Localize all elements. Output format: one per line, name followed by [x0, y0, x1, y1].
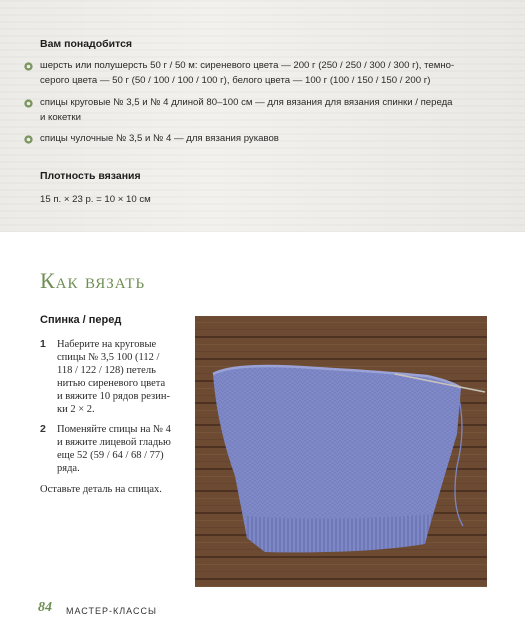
step-line: ки 2 × 2.: [57, 404, 95, 415]
page-number: 84: [38, 600, 52, 615]
step-line: еще 52 (59 / 64 / 68 / 77): [57, 450, 164, 461]
item-line: шерсть или полушерсть 50 г / 50 м: сиреневого цвета — 200 г (250 / 250 / 300 / 300 г), темно-: [40, 60, 455, 71]
step-line: спицы № 3,5 100 (112 /: [57, 352, 160, 363]
step-number: 1: [40, 338, 46, 350]
step-1: [40, 338, 180, 416]
step-line: Поменяйте спицы на № 4: [57, 424, 171, 435]
knitted-piece-illustration: [195, 316, 487, 587]
step-line: нитью сиреневого цвета: [57, 378, 166, 389]
step-line: и вяжите 10 рядов резин-: [57, 391, 170, 402]
item-line: спицы круговые № 3,5 и № 4 длиной 80–100 см — для вязания для вязания спинки / переда: [40, 97, 453, 108]
section-label: МАСТЕР-КЛАССЫ: [66, 606, 157, 616]
step-line: Наберите на круговые: [57, 339, 157, 350]
item-line: и кокетки: [40, 111, 81, 123]
item-line: серого цвета — 50 г (50 / 100 / 100 / 100 г), белого цвета — 100 г (100 / 150 / 150 / 200 г): [40, 74, 431, 86]
step-note: Оставьте деталь на спицах.: [40, 484, 162, 495]
gauge-heading: Плотность вязания: [40, 170, 141, 182]
materials-item-yarn: [24, 59, 484, 88]
step-line: и вяжите лицевой гладью: [57, 437, 171, 448]
materials-panel: [0, 0, 525, 232]
bullet-icon: [24, 62, 33, 71]
knitting-photo: [195, 316, 487, 587]
gauge-text: 15 п. × 23 р. = 10 × 10 см: [40, 194, 151, 205]
materials-item-circular-needles: [24, 96, 484, 125]
step-number: 2: [40, 423, 46, 435]
how-to-knit-title: Как вязать: [40, 268, 146, 293]
step-line: 118 / 122 / 128) петель: [57, 365, 156, 376]
bullet-icon: [24, 99, 33, 108]
bullet-icon: [24, 135, 33, 144]
materials-item-dpn-needles: [24, 132, 484, 147]
section-subtitle: Спинка / перед: [40, 314, 122, 326]
item-line: спицы чулочные № 3,5 и № 4 — для вязания рукавов: [40, 133, 279, 144]
step-2: [40, 423, 180, 475]
materials-heading: Вам понадобится: [40, 38, 133, 50]
step-line: ряда.: [57, 463, 80, 474]
